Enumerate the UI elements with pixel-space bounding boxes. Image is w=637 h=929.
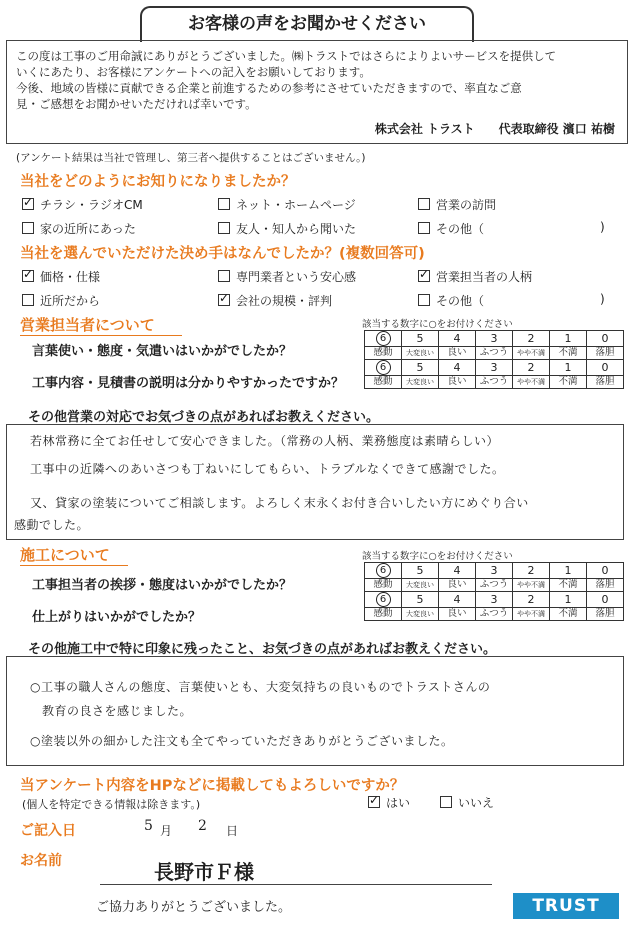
rating-row [365, 563, 624, 579]
checkbox[interactable] [218, 198, 230, 210]
option-label: 家の近所にあった [40, 222, 136, 236]
sales-comment-line: 若林常務に全てお任せして安心できました。（常務の人柄、業務態度は素晴らしい） [30, 434, 500, 448]
rating-cell-2[interactable] [513, 331, 550, 347]
rating-caption: 該当する数字に○をお付けください [362, 551, 513, 562]
intro-line: 今後、地域の皆様に貢献できる企業と前進するための参考にさせていただきますので、率直なご意 [16, 81, 522, 95]
rating-label: ふつう [476, 608, 513, 621]
trust-logo: TRUST [513, 893, 619, 919]
checkbox[interactable] [440, 796, 452, 808]
rating-number: 5 [416, 593, 424, 606]
q1-option-visit[interactable] [418, 196, 496, 213]
sales-comment-line: 又、貸家の塗装についてご相談します。よろしく末永くお付き合いしたい方にめぐり合い [30, 496, 529, 510]
rating-cell-0[interactable] [587, 592, 624, 608]
rating-number: 5 [416, 332, 424, 345]
rating-label: 不満 [550, 579, 587, 592]
rating-cell-6[interactable] [365, 360, 402, 376]
rating-label: 落胆 [587, 579, 624, 592]
rating-label: ふつう [476, 347, 513, 360]
q2-option-near[interactable] [22, 292, 100, 309]
rating-cell-6[interactable] [365, 563, 402, 579]
rating-cell-5[interactable] [402, 563, 439, 579]
rating-number: 6 [376, 331, 391, 346]
rating-number: 4 [453, 593, 461, 606]
rating-label: やや不満 [513, 579, 550, 592]
option-label: 営業担当者の人柄 [436, 270, 533, 284]
rating-cell-2[interactable] [513, 360, 550, 376]
rating-number: 4 [453, 361, 461, 374]
option-label: その他（ [436, 222, 485, 236]
publish-question: 当アンケート内容をHPなどに掲載してもよろしいですか？ [20, 778, 405, 794]
sales-comment-line: 工事中の近隣へのあいさつも丁ねいにしてもらい、トラブルなくできて感謝でした。 [30, 462, 505, 476]
rating-label: 大変良い [402, 376, 439, 389]
rating-label-row [365, 376, 624, 389]
construction-heading: 施工について [20, 544, 128, 566]
q2-option-reputation[interactable] [218, 292, 332, 309]
q2-question: 当社を選んでいただけた決め手はなんでしたか？(複数回答可) [20, 246, 425, 262]
construction-rating-table [364, 562, 624, 621]
rating-number: 1 [564, 564, 572, 577]
rating-label: 良い [439, 347, 476, 360]
rating-number: 1 [564, 332, 572, 345]
publish-note: (個人を特定できる情報は除きます。) [22, 798, 201, 811]
construction-question-2: 仕上がりはいかがでしたか？ [32, 610, 202, 625]
rating-label: 落胆 [587, 376, 624, 389]
rating-row [365, 592, 624, 608]
rating-label: 良い [439, 579, 476, 592]
rating-label: やや不満 [513, 347, 550, 360]
rating-cell-0[interactable] [587, 331, 624, 347]
rating-cell-0[interactable] [587, 563, 624, 579]
rating-cell-2[interactable] [513, 563, 550, 579]
rating-cell-5[interactable] [402, 360, 439, 376]
rating-cell-3[interactable] [476, 592, 513, 608]
date-day[interactable]: 2 [198, 818, 207, 834]
construction-comment-line: ○塗装以外の細かした注文も全てやっていただきありがとうございました。 [30, 734, 454, 748]
rating-cell-1[interactable] [550, 360, 587, 376]
construction-comment-line: 教育の良さを感じました。 [42, 704, 193, 718]
construction-question-1: 工事担当者の挨拶・態度はいかがでしたか？ [32, 578, 293, 593]
q1-option-web[interactable] [218, 196, 356, 213]
thanks-text: ご協力ありがとうございました。 [96, 900, 292, 915]
rating-cell-1[interactable] [550, 331, 587, 347]
date-month[interactable]: 5 [144, 818, 153, 834]
checkbox[interactable] [418, 222, 430, 234]
rating-cell-3[interactable] [476, 331, 513, 347]
rating-cell-1[interactable] [550, 592, 587, 608]
rating-cell-3[interactable] [476, 563, 513, 579]
sales-heading: 営業担当者について [20, 314, 182, 336]
rating-number: 2 [527, 564, 535, 577]
rating-label: 感動 [365, 579, 402, 592]
q2-option-specialist[interactable] [218, 268, 356, 285]
rating-label: 大変良い [402, 579, 439, 592]
rating-cell-0[interactable] [587, 360, 624, 376]
rating-label: 感動 [365, 347, 402, 360]
option-label: はい [386, 796, 411, 810]
rating-label-row [365, 347, 624, 360]
rating-number: 3 [490, 564, 498, 577]
rating-label: 落胆 [587, 608, 624, 621]
rating-cell-5[interactable] [402, 331, 439, 347]
checkbox[interactable] [22, 198, 34, 210]
rating-label: 大変良い [402, 347, 439, 360]
rating-cell-6[interactable] [365, 331, 402, 347]
checkbox[interactable] [418, 198, 430, 210]
privacy-note: (アンケート結果は当社で管理し、第三者へ提供することはございません。) [16, 152, 366, 164]
option-label: ネット・ホームページ [236, 198, 356, 212]
rating-number: 2 [527, 332, 535, 345]
date-day-unit: 日 [226, 824, 239, 838]
sales-question-2: 工事内容・見積書の説明は分かりやすかったですか？ [32, 376, 345, 391]
rating-cell-4[interactable] [439, 592, 476, 608]
rating-cell-1[interactable] [550, 563, 587, 579]
q1-option-near[interactable] [22, 220, 136, 237]
rating-row [365, 331, 624, 347]
rating-label: やや不満 [513, 608, 550, 621]
intro-text [16, 48, 616, 112]
option-label: いいえ [458, 796, 495, 810]
rating-label-row [365, 579, 624, 592]
q1-option-other[interactable] [418, 220, 484, 237]
rating-number: 1 [564, 361, 572, 374]
publish-yes-option[interactable] [368, 794, 410, 811]
name-label: お名前 [20, 853, 62, 869]
option-label: 営業の訪問 [436, 198, 497, 212]
rating-label: 感動 [365, 376, 402, 389]
rating-number: 6 [376, 360, 391, 375]
rating-label: やや不満 [513, 376, 550, 389]
option-label: 友人・知人から聞いた [236, 222, 357, 236]
checkbox[interactable] [418, 294, 430, 306]
rating-number: 5 [416, 361, 424, 374]
rating-number: 6 [376, 592, 391, 607]
sales-question-1: 言葉使い・態度・気遣いはいかがでしたか？ [32, 344, 293, 359]
rating-cell-3[interactable] [476, 360, 513, 376]
rating-label: 落胆 [587, 347, 624, 360]
rating-row [365, 360, 624, 376]
checkbox[interactable] [218, 222, 230, 234]
rating-label: 良い [439, 376, 476, 389]
rating-number: 0 [601, 564, 609, 577]
rating-cell-4[interactable] [439, 360, 476, 376]
q1-option-flyer[interactable] [22, 196, 143, 213]
q2-option-other[interactable] [418, 292, 484, 309]
rating-cell-4[interactable] [439, 563, 476, 579]
rating-number: 2 [527, 593, 535, 606]
intro-line: 見・ご感想をお聞かせいただければ幸いです。 [16, 97, 257, 111]
rating-cell-6[interactable] [365, 592, 402, 608]
option-label: 価格・仕様 [40, 270, 101, 284]
q2-other-close: ) [600, 292, 605, 306]
rating-label: ふつう [476, 376, 513, 389]
q1-option-friend[interactable] [218, 220, 356, 237]
checkbox[interactable] [218, 294, 230, 306]
rating-number: 3 [490, 593, 498, 606]
rating-cell-4[interactable] [439, 331, 476, 347]
rating-label: 不満 [550, 347, 587, 360]
name-value[interactable]: 長野市Ｆ様 [154, 860, 254, 884]
construction-comment-line: ○工事の職人さんの態度、言葉使いとも、大変気持ちの良いものでトラストさんの [30, 680, 491, 694]
rating-number: 3 [490, 361, 498, 374]
rating-number: 4 [453, 332, 461, 345]
option-label: 会社の規模・評判 [236, 294, 333, 308]
option-label: その他（ [436, 294, 485, 308]
rating-label: 不満 [550, 608, 587, 621]
sales-rating-table [364, 330, 624, 389]
q1-question: 当社をどのようにお知りになりましたか？ [20, 174, 296, 190]
rating-cell-5[interactable] [402, 592, 439, 608]
construction-comment-prompt: その他施工中で特に印象に残ったこと、お気づきの点があればお教えください。 [28, 642, 497, 657]
rating-label: 大変良い [402, 608, 439, 621]
option-label: 近所だから [40, 294, 101, 308]
q2-option-salesperson[interactable] [418, 268, 532, 285]
option-label: チラシ・ラジオCM [40, 198, 143, 212]
rating-label: 感動 [365, 608, 402, 621]
date-month-unit: 月 [160, 824, 173, 838]
rating-number: 3 [490, 332, 498, 345]
checkbox[interactable] [218, 270, 230, 282]
survey-title: お客様の声をお聞かせください [140, 6, 474, 42]
rating-label: ふつう [476, 579, 513, 592]
checkbox[interactable] [22, 270, 34, 282]
intro-line: いくにあたり、お客様にアンケートへの記入をお願いしております。 [16, 65, 371, 79]
rating-label: 良い [439, 608, 476, 621]
intro-line: この度は工事のご用命誠にありがとうございました。㈱トラストではさらによりよいサービスを提供して [16, 49, 557, 63]
rating-number: 0 [601, 332, 609, 345]
rating-number: 1 [564, 593, 572, 606]
checkbox[interactable] [418, 270, 430, 282]
sales-comment-line: 感動でした。 [14, 518, 90, 532]
sales-comment-prompt: その他営業の対応でお気づきの点があればお教えください。 [28, 410, 380, 425]
company-signature: 株式会社 トラスト 代表取締役 濱口 祐樹 [374, 122, 615, 136]
checkbox[interactable] [368, 796, 380, 808]
rating-caption: 該当する数字に○をお付けください [362, 319, 513, 330]
rating-cell-2[interactable] [513, 592, 550, 608]
publish-no-option[interactable] [440, 794, 494, 811]
checkbox[interactable] [22, 222, 34, 234]
rating-number: 2 [527, 361, 535, 374]
rating-number: 0 [601, 593, 609, 606]
name-underline [100, 884, 492, 885]
rating-number: 4 [453, 564, 461, 577]
q1-other-close: ) [600, 220, 605, 234]
rating-label-row [365, 608, 624, 621]
date-label: ご記入日 [20, 823, 76, 839]
rating-label: 不満 [550, 376, 587, 389]
option-label: 専門業者という安心感 [236, 270, 357, 284]
rating-number: 0 [601, 361, 609, 374]
checkbox[interactable] [22, 294, 34, 306]
rating-number: 6 [376, 563, 391, 578]
rating-number: 5 [416, 564, 424, 577]
q2-option-price[interactable] [22, 268, 100, 285]
